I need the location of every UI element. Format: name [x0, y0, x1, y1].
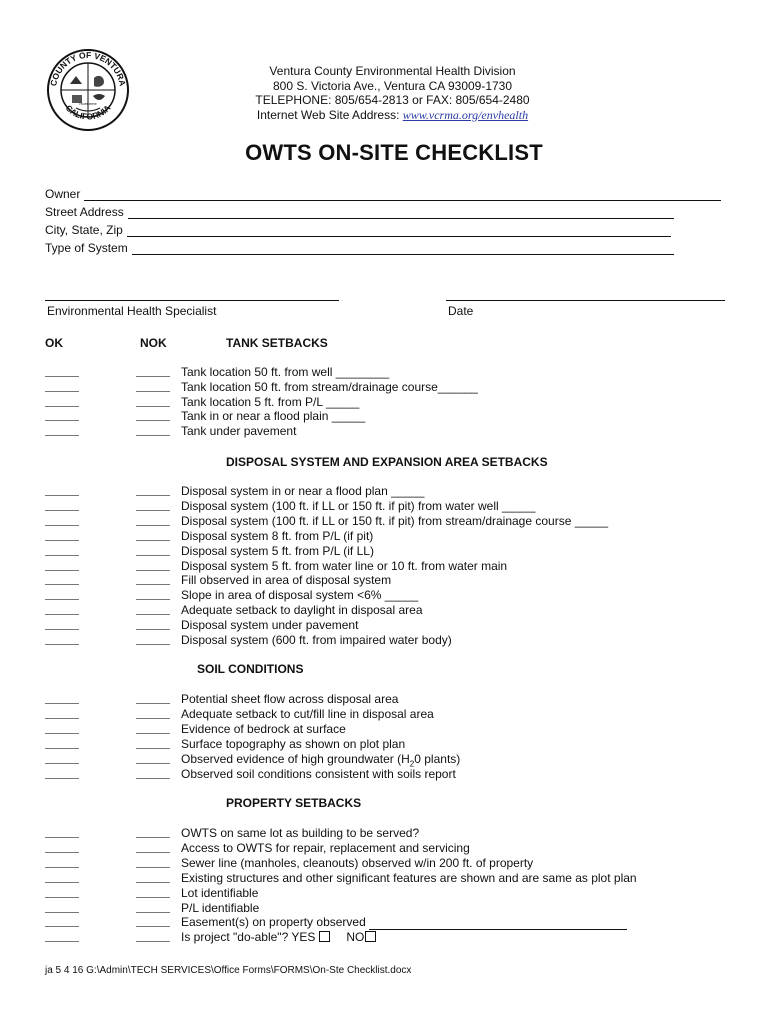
- checklist-row: [0, 514, 770, 529]
- seal-text-side: Hueneme: [79, 101, 97, 106]
- street-line[interactable]: [128, 206, 674, 219]
- ok-blank[interactable]: [45, 778, 79, 779]
- checklist-item-text: [181, 886, 258, 901]
- ok-blank[interactable]: [45, 555, 79, 556]
- checklist-item-text: [181, 767, 456, 782]
- item-label: Tank in or near a flood plain _____: [181, 409, 366, 424]
- nok-blank[interactable]: [136, 644, 170, 645]
- nok-blank[interactable]: [136, 748, 170, 749]
- nok-blank[interactable]: [136, 733, 170, 734]
- checklist-row: [0, 603, 770, 618]
- header-address: 800 S. Victoria Ave., Ventura CA 93009-1730: [272, 78, 513, 93]
- ok-blank[interactable]: [45, 837, 79, 838]
- header-phone: TELEPHONE: 805/654-2813 or FAX: 805/654-2480: [255, 93, 530, 107]
- ok-blank[interactable]: [45, 897, 79, 898]
- nok-blank[interactable]: [136, 629, 170, 630]
- item-label: Disposal system 8 ft. from P/L (if pit): [181, 528, 374, 543]
- item-label: Access to OWTS for repair, replacement and servicing: [181, 840, 470, 855]
- ok-column-header: OK: [45, 336, 63, 350]
- item-label: Tank under pavement: [181, 424, 297, 439]
- nok-blank[interactable]: [136, 406, 170, 407]
- easement-line[interactable]: [369, 919, 627, 930]
- nok-column-header: NOK: [140, 336, 167, 350]
- ok-blank[interactable]: [45, 926, 79, 927]
- ok-blank[interactable]: [45, 406, 79, 407]
- item-label: Disposal system under pavement: [181, 618, 359, 633]
- owner-field[interactable]: [45, 185, 721, 201]
- checklist-row: [0, 692, 770, 707]
- checklist-item-text: [181, 722, 346, 737]
- item-label: Evidence of bedrock at surface: [181, 721, 346, 736]
- checklist-item-text: [181, 915, 627, 930]
- nok-blank[interactable]: [136, 420, 170, 421]
- nok-blank[interactable]: [136, 778, 170, 779]
- nok-blank[interactable]: [136, 614, 170, 615]
- checklist-item-text: [181, 692, 398, 707]
- ok-blank[interactable]: [45, 644, 79, 645]
- ok-blank[interactable]: [45, 391, 79, 392]
- header-web-link[interactable]: www.vcrma.org/envhealth: [402, 107, 529, 122]
- checklist-row: [0, 484, 770, 499]
- checklist-item-text: [181, 573, 391, 588]
- checklist-row: [0, 424, 770, 439]
- checklist-item-text: [181, 856, 533, 871]
- date-label: Date: [448, 304, 474, 318]
- seal-text-bottom: CALIFORNIA: [63, 102, 113, 122]
- ok-blank[interactable]: [45, 570, 79, 571]
- checklist-row: [0, 737, 770, 752]
- county-seal-logo: [46, 48, 130, 132]
- ok-blank[interactable]: [45, 420, 79, 421]
- system-type-label: Type of System: [45, 241, 128, 255]
- checklist-item-text: [181, 618, 358, 633]
- nok-blank[interactable]: [136, 718, 170, 719]
- item-label: Sewer line (manholes, cleanouts) observed w/in 200 ft. of property: [181, 855, 534, 870]
- checklist-row: [0, 826, 770, 841]
- item-label: Observed soil conditions consistent with soils report: [181, 766, 456, 781]
- checklist-row: [0, 365, 770, 380]
- nok-blank[interactable]: [136, 882, 170, 883]
- checklist-row: [0, 856, 770, 871]
- specialist-label: Environmental Health Specialist: [47, 304, 217, 318]
- checklist-item-text: [181, 930, 376, 945]
- item-label: Lot identifiable: [181, 885, 259, 900]
- checklist-row: [0, 573, 770, 588]
- checklist-row: [0, 901, 770, 916]
- section-heading: PROPERTY SETBACKS: [226, 796, 362, 810]
- nok-blank[interactable]: [136, 525, 170, 526]
- nok-blank[interactable]: [136, 435, 170, 436]
- checklist-row: [0, 588, 770, 603]
- system-type-field[interactable]: [45, 239, 674, 255]
- ok-blank[interactable]: [45, 495, 79, 496]
- item-label: Potential sheet flow across disposal area: [181, 692, 399, 706]
- item-label: OWTS on same lot as building to be served?: [181, 826, 420, 840]
- section-heading: DISPOSAL SYSTEM AND EXPANSION AREA SETBACKS: [226, 455, 548, 469]
- checklist-row: [0, 871, 770, 886]
- checklist-row: [0, 633, 770, 648]
- checklist-row: [0, 409, 770, 424]
- item-label: Tank location 5 ft. from P/L _____: [181, 394, 360, 409]
- nok-blank[interactable]: [136, 495, 170, 496]
- checklist-item-text: [181, 395, 359, 410]
- ok-blank[interactable]: [45, 435, 79, 436]
- checklist-row: [0, 930, 770, 945]
- checklist-item-text: [181, 559, 507, 574]
- city-line[interactable]: [127, 224, 671, 237]
- owner-line[interactable]: [84, 188, 721, 201]
- item-label: Disposal system (600 ft. from impaired water body): [181, 633, 452, 647]
- item-label: Tank location 50 ft. from stream/drainage course______: [181, 379, 478, 394]
- ok-blank[interactable]: [45, 941, 79, 942]
- ok-blank[interactable]: [45, 540, 79, 541]
- item-label: Observed evidence of high groundwater (H: [181, 751, 410, 766]
- no-label: NO: [346, 930, 365, 945]
- checklist-row: [0, 841, 770, 856]
- item-label: Surface topography as shown on plot plan: [181, 736, 406, 751]
- nok-blank[interactable]: [136, 941, 170, 942]
- owner-label: Owner: [45, 187, 81, 201]
- city-field[interactable]: [45, 221, 671, 237]
- checklist-item-text: [181, 826, 419, 841]
- ok-blank[interactable]: [45, 599, 79, 600]
- ok-blank[interactable]: [45, 376, 79, 377]
- nok-blank[interactable]: [136, 703, 170, 704]
- checklist-item-text: [181, 409, 365, 424]
- nok-blank[interactable]: [136, 584, 170, 585]
- item-label: Disposal system (100 ft. if LL or 150 ft. if pit) from water well _____: [181, 498, 536, 513]
- item-label: Fill observed in area of disposal system: [181, 573, 392, 588]
- yes-checkbox[interactable]: [319, 931, 330, 942]
- checklist-item-text: [181, 633, 452, 648]
- section-heading: TANK SETBACKS: [226, 336, 328, 350]
- date-signature-line[interactable]: [446, 300, 725, 301]
- ok-blank[interactable]: [45, 510, 79, 511]
- item-label: Disposal system 5 ft. from P/L (if LL): [181, 543, 374, 558]
- checklist-item-text: [181, 901, 259, 916]
- ok-blank[interactable]: [45, 763, 79, 764]
- checklist-row: [0, 767, 770, 782]
- item-label: P/L identifiable: [181, 900, 260, 915]
- item-label: Existing structures and other significant features are shown and are same as plot plan: [181, 870, 637, 885]
- item-label: Adequate setback to cut/fill line in disposal area: [181, 706, 434, 721]
- checklist-item-text: [181, 529, 373, 544]
- nok-blank[interactable]: [136, 852, 170, 853]
- system-type-line[interactable]: [132, 242, 674, 255]
- checklist-item-text: [181, 380, 478, 395]
- checklist-row: [0, 707, 770, 722]
- item-label: Easement(s) on property observed: [181, 915, 370, 930]
- city-label: City, State, Zip: [45, 223, 123, 237]
- checklist-row: [0, 499, 770, 514]
- no-checkbox[interactable]: [365, 931, 376, 942]
- checklist-row: [0, 559, 770, 574]
- groundwater-tail: 0 plants): [414, 751, 461, 766]
- nok-blank[interactable]: [136, 540, 170, 541]
- nok-blank[interactable]: [136, 912, 170, 913]
- checklist-row: [0, 380, 770, 395]
- nok-blank[interactable]: [136, 926, 170, 927]
- nok-blank[interactable]: [136, 391, 170, 392]
- ok-blank[interactable]: [45, 882, 79, 883]
- checklist-item-text: [181, 499, 535, 514]
- section-heading: SOIL CONDITIONS: [197, 662, 304, 676]
- ok-blank[interactable]: [45, 614, 79, 615]
- checklist-item-text: [181, 514, 608, 529]
- item-label: Slope in area of disposal system <6% _____: [181, 588, 419, 603]
- ok-blank[interactable]: [45, 912, 79, 913]
- nok-blank[interactable]: [136, 570, 170, 571]
- checklist-item-text: [181, 484, 424, 499]
- checklist-row: [0, 886, 770, 901]
- header-org: Ventura County Environmental Health Division: [269, 64, 516, 78]
- h2o-subscript: 2: [409, 758, 415, 768]
- ok-blank[interactable]: [45, 867, 79, 868]
- item-label: Is project "do-able"? YES: [181, 930, 316, 945]
- checklist-row: [0, 529, 770, 544]
- nok-blank[interactable]: [136, 837, 170, 838]
- page-title: OWTS ON-SITE CHECKLIST: [245, 140, 543, 165]
- nok-blank[interactable]: [136, 376, 170, 377]
- item-label: Disposal system in or near a flood plan _____: [181, 484, 425, 498]
- street-field[interactable]: [45, 203, 674, 219]
- ok-blank[interactable]: [45, 733, 79, 734]
- checklist-row: [0, 915, 770, 930]
- ok-blank[interactable]: [45, 629, 79, 630]
- nok-blank[interactable]: [136, 867, 170, 868]
- item-label: Disposal system 5 ft. from water line or 10 ft. from water main: [181, 558, 508, 573]
- ok-blank[interactable]: [45, 525, 79, 526]
- ok-blank[interactable]: [45, 703, 79, 704]
- nok-blank[interactable]: [136, 555, 170, 556]
- street-label: Street Address: [45, 205, 124, 219]
- nok-blank[interactable]: [136, 897, 170, 898]
- checklist-item-text: [181, 707, 434, 722]
- checklist-item-text: [181, 588, 418, 603]
- checklist-row: [0, 722, 770, 737]
- checklist-item-text: [181, 737, 405, 752]
- checklist-row: [0, 544, 770, 559]
- checklist-row: [0, 618, 770, 633]
- checklist-row: [0, 395, 770, 410]
- checklist-item-text: [181, 841, 470, 856]
- checklist-item-text: [181, 871, 637, 886]
- ok-blank[interactable]: [45, 718, 79, 719]
- ok-blank[interactable]: [45, 584, 79, 585]
- checklist-item-text: [181, 544, 374, 559]
- checklist-item-text: [181, 603, 423, 618]
- nok-blank[interactable]: [136, 599, 170, 600]
- seal-text-top: COUNTY OF VENTURA: [48, 49, 128, 87]
- checklist-item-text: [181, 424, 296, 439]
- item-label: Tank location 50 ft. from well ________: [181, 365, 390, 379]
- header-web: [220, 108, 565, 123]
- footer-file-path: ja 5 4 16 G:\Admin\TECH SERVICES\Office Forms\FORMS\On-Ste Checklist.docx: [45, 965, 412, 976]
- header-web-label: Internet Web Site Address:: [256, 107, 400, 122]
- specialist-signature-line[interactable]: [45, 300, 339, 301]
- item-label: Adequate setback to daylight in disposal area: [181, 603, 423, 618]
- nok-blank[interactable]: [136, 763, 170, 764]
- ok-blank[interactable]: [45, 748, 79, 749]
- item-label: Disposal system (100 ft. if LL or 150 ft. if pit) from stream/drainage course _____: [181, 513, 609, 528]
- checklist-item-text: [181, 365, 389, 380]
- ok-blank[interactable]: [45, 852, 79, 853]
- nok-blank[interactable]: [136, 510, 170, 511]
- checklist-row: [0, 752, 770, 767]
